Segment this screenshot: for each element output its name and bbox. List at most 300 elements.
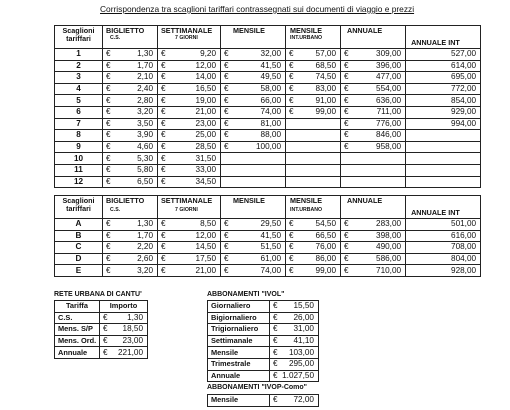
biglietto-cell: 1,70: [118, 230, 158, 242]
list-item: [55, 347, 148, 359]
tariff-value: 103,00: [282, 347, 319, 359]
page-title: Corrispondenza tra scaglioni tariffari contrassegnati sui documenti di viaggio e prezzi: [100, 4, 415, 14]
euro-sign: €: [103, 219, 118, 231]
biglietto-cell: 5,80: [118, 164, 158, 176]
euro-sign: €: [286, 253, 301, 265]
scaglioni-header: [55, 26, 103, 49]
scaglione-cell: 1: [55, 49, 103, 61]
fare-table-numeric: [54, 25, 481, 188]
euro-sign: €: [270, 395, 282, 407]
biglietto-cell: 2,80: [118, 95, 158, 107]
header-line: C.S.: [110, 207, 121, 213]
mensile-cell: 41,50: [236, 230, 286, 242]
biglietto-cell: 3,20: [118, 106, 158, 118]
mensile-cell: 74,00: [236, 265, 286, 277]
euro-sign: €: [103, 49, 118, 61]
mensile-cell: 74,00: [236, 106, 286, 118]
settimanale-cell: 14,50: [173, 242, 221, 254]
header-line: MENSILE: [290, 26, 322, 35]
annuale-cell: 710,00: [356, 265, 406, 277]
euro-sign: €: [103, 265, 118, 277]
annuale-int-cell: 994,00: [406, 118, 481, 130]
euro-sign: €: [286, 219, 301, 231]
tariff-value: 72,00: [282, 395, 319, 407]
tariff-value: 1,30: [112, 312, 148, 324]
euro-sign: €: [103, 176, 118, 188]
urbana-table: [54, 300, 148, 359]
tariff-label: Trimestrale: [208, 358, 270, 370]
euro-sign: €: [100, 347, 112, 359]
mensile-cell: [236, 176, 286, 188]
annuale-cell: [356, 153, 406, 165]
table-row: [55, 230, 481, 242]
mensile-urbano-cell: [301, 118, 341, 130]
biglietto-cell: 3,50: [118, 118, 158, 130]
euro-sign: €: [341, 95, 356, 107]
mensile-urbano-header: [286, 26, 341, 49]
mensile-header: MENSILE: [221, 196, 286, 219]
euro-sign: €: [158, 130, 173, 142]
euro-sign: €: [103, 95, 118, 107]
euro-sign: [221, 176, 236, 188]
list-item: [208, 347, 319, 359]
table-row: [55, 253, 481, 265]
list-item: [208, 324, 319, 336]
table-header-row: [55, 26, 481, 49]
mensile-urbano-cell: 76,00: [301, 242, 341, 254]
euro-sign: €: [221, 118, 236, 130]
mensile-cell: [236, 164, 286, 176]
tariff-value: 221,00: [112, 347, 148, 359]
tariff-label: Settimanale: [208, 335, 270, 347]
settimanale-cell: 17,50: [173, 253, 221, 265]
annuale-int-cell: 708,00: [406, 242, 481, 254]
euro-sign: €: [158, 106, 173, 118]
annuale-int-cell: 928,00: [406, 265, 481, 277]
scaglioni-header: [55, 196, 103, 219]
euro-sign: [341, 176, 356, 188]
table-row: [55, 118, 481, 130]
tariff-label: Giornaliero: [208, 301, 270, 313]
euro-sign: €: [158, 153, 173, 165]
scaglione-cell: 4: [55, 83, 103, 95]
settimanale-cell: 14,00: [173, 72, 221, 84]
euro-sign: €: [270, 312, 282, 324]
euro-sign: [341, 153, 356, 165]
annuale-int-cell: 527,00: [406, 49, 481, 61]
mensile-urbano-cell: [301, 141, 341, 153]
mensile-header: MENSILE: [221, 26, 286, 49]
ivol-table: [207, 300, 319, 382]
mensile-cell: 29,50: [236, 219, 286, 231]
fare-table-body: [55, 219, 481, 277]
tariff-label: Mens. S/P: [55, 324, 100, 336]
tariff-value: 31,00: [282, 324, 319, 336]
euro-sign: €: [341, 219, 356, 231]
biglietto-cell: 4,60: [118, 141, 158, 153]
list-item: [55, 324, 148, 336]
tariff-value: 295,00: [282, 358, 319, 370]
mensile-cell: 49,50: [236, 72, 286, 84]
euro-sign: [221, 164, 236, 176]
mensile-urbano-cell: [301, 176, 341, 188]
tariff-label: Mensile: [208, 395, 270, 407]
mensile-urbano-cell: 86,00: [301, 253, 341, 265]
scaglione-cell: 12: [55, 176, 103, 188]
mensile-urbano-cell: 54,50: [301, 219, 341, 231]
tariff-label: Mensile: [208, 347, 270, 359]
euro-sign: €: [221, 106, 236, 118]
settimanale-cell: 9,20: [173, 49, 221, 61]
euro-sign: €: [100, 324, 112, 336]
scaglione-cell: 3: [55, 72, 103, 84]
tariff-value: 15,50: [282, 301, 319, 313]
mensile-urbano-cell: [301, 130, 341, 142]
table-row: [55, 176, 481, 188]
mensile-cell: 32,00: [236, 49, 286, 61]
euro-sign: €: [286, 265, 301, 277]
euro-sign: €: [103, 130, 118, 142]
annuale-int-cell: [406, 141, 481, 153]
euro-sign: €: [286, 49, 301, 61]
euro-sign: €: [221, 219, 236, 231]
urbana-caption: RETE URBANA DI CANTU': [54, 291, 142, 298]
euro-sign: €: [270, 301, 282, 313]
settimanale-cell: 8,50: [173, 219, 221, 231]
annuale-cell: 490,00: [356, 242, 406, 254]
mensile-urbano-cell: [301, 164, 341, 176]
annuale-cell: 283,00: [356, 219, 406, 231]
annuale-cell: 958,00: [356, 141, 406, 153]
table-row: [55, 164, 481, 176]
mensile-cell: 51,50: [236, 242, 286, 254]
euro-sign: €: [341, 230, 356, 242]
settimanale-cell: 12,00: [173, 60, 221, 72]
settimanale-cell: 31,50: [173, 153, 221, 165]
euro-sign: €: [158, 253, 173, 265]
settimanale-cell: 19,00: [173, 95, 221, 107]
euro-sign: [221, 153, 236, 165]
table-row: [55, 106, 481, 118]
scaglione-cell: D: [55, 253, 103, 265]
euro-sign: €: [158, 176, 173, 188]
tariff-label: Trigiornaliero: [208, 324, 270, 336]
header-line: SETTIMANALE: [161, 196, 213, 205]
settimanale-header: [158, 196, 221, 219]
header-line: tariffari: [66, 34, 91, 43]
euro-sign: €: [103, 230, 118, 242]
euro-sign: €: [100, 312, 112, 324]
header-line: INT.URBANO: [290, 207, 323, 213]
euro-sign: €: [286, 242, 301, 254]
settimanale-cell: 23,00: [173, 118, 221, 130]
euro-sign: €: [286, 230, 301, 242]
euro-sign: €: [221, 141, 236, 153]
list-item: [208, 358, 319, 370]
annuale-cell: 846,00: [356, 130, 406, 142]
euro-sign: €: [221, 72, 236, 84]
biglietto-cell: 1,30: [118, 49, 158, 61]
annuale-int-cell: 695,00: [406, 72, 481, 84]
ivol-table-body: [208, 301, 319, 382]
euro-sign: [286, 130, 301, 142]
mensile-urbano-cell: [301, 153, 341, 165]
biglietto-cell: 6,50: [118, 176, 158, 188]
mensile-cell: 61,00: [236, 253, 286, 265]
annuale-int-cell: [406, 130, 481, 142]
euro-sign: [286, 164, 301, 176]
mensile-cell: 88,00: [236, 130, 286, 142]
annuale-int-cell: [406, 153, 481, 165]
annuale-cell: [356, 164, 406, 176]
table-row: [55, 141, 481, 153]
annuale-cell: 477,00: [356, 72, 406, 84]
annuale-int-cell: [406, 164, 481, 176]
euro-sign: €: [341, 130, 356, 142]
mensile-urbano-cell: 68,50: [301, 60, 341, 72]
table-row: [55, 219, 481, 231]
euro-sign: [286, 118, 301, 130]
euro-sign: [286, 141, 301, 153]
tariff-label: Mens. Ord.: [55, 335, 100, 347]
scaglione-cell: 6: [55, 106, 103, 118]
euro-sign: €: [103, 60, 118, 72]
euro-sign: €: [270, 324, 282, 336]
mensile-urbano-cell: 66,50: [301, 230, 341, 242]
table-header-row: [55, 196, 481, 219]
scaglione-cell: 8: [55, 130, 103, 142]
euro-sign: €: [221, 49, 236, 61]
biglietto-cell: 2,40: [118, 83, 158, 95]
euro-sign: €: [341, 49, 356, 61]
euro-sign: €: [286, 60, 301, 72]
euro-sign: €: [221, 265, 236, 277]
annuale-int-cell: 616,00: [406, 230, 481, 242]
euro-sign: €: [158, 265, 173, 277]
settimanale-cell: 25,00: [173, 130, 221, 142]
scaglione-cell: 11: [55, 164, 103, 176]
annuale-cell: 309,00: [356, 49, 406, 61]
annuale-int-cell: 772,00: [406, 83, 481, 95]
mensile-urbano-header: [286, 196, 341, 219]
euro-sign: €: [103, 141, 118, 153]
mensile-cell: 66,00: [236, 95, 286, 107]
euro-sign: €: [221, 242, 236, 254]
euro-sign: €: [158, 72, 173, 84]
settimanale-cell: 28,50: [173, 141, 221, 153]
euro-sign: €: [100, 335, 112, 347]
fare-table-body: [55, 49, 481, 188]
header-line: C.S.: [110, 35, 121, 41]
euro-sign: €: [270, 358, 282, 370]
table-row: [55, 60, 481, 72]
tariff-value: 23,00: [112, 335, 148, 347]
euro-sign: [341, 164, 356, 176]
annuale-cell: 776,00: [356, 118, 406, 130]
euro-sign: €: [221, 130, 236, 142]
annuale-cell: 711,00: [356, 106, 406, 118]
list-item: [208, 312, 319, 324]
mensile-cell: 41,50: [236, 60, 286, 72]
euro-sign: €: [286, 83, 301, 95]
header-line: BIGLIETTO: [106, 26, 145, 35]
euro-sign: €: [103, 153, 118, 165]
euro-sign: €: [103, 164, 118, 176]
euro-sign: €: [103, 72, 118, 84]
table-row: [55, 49, 481, 61]
header-line: 7 GIORNI: [175, 207, 198, 213]
scaglione-cell: E: [55, 265, 103, 277]
mensile-cell: 58,00: [236, 83, 286, 95]
tariff-label: C.S.: [55, 312, 100, 324]
euro-sign: €: [158, 242, 173, 254]
euro-sign: €: [286, 106, 301, 118]
table-row: [55, 242, 481, 254]
ivol-caption: ABBONAMENTI "IVOL": [207, 291, 285, 298]
header-line: 7 GIORNI: [175, 35, 198, 41]
annuale-cell: 636,00: [356, 95, 406, 107]
euro-sign: €: [341, 83, 356, 95]
euro-sign: €: [286, 95, 301, 107]
annuale-int-cell: 501,00: [406, 219, 481, 231]
euro-sign: €: [341, 265, 356, 277]
mensile-urbano-cell: 99,00: [301, 265, 341, 277]
euro-sign: €: [158, 164, 173, 176]
euro-sign: €: [158, 49, 173, 61]
mensile-urbano-cell: 91,00: [301, 95, 341, 107]
biglietto-cell: 1,30: [118, 219, 158, 231]
euro-sign: €: [341, 118, 356, 130]
mensile-urbano-cell: 83,00: [301, 83, 341, 95]
scaglione-cell: C: [55, 242, 103, 254]
biglietto-cell: 5,30: [118, 153, 158, 165]
euro-sign: €: [221, 83, 236, 95]
annuale-int-header: ANNUALE INT: [406, 196, 481, 219]
euro-sign: €: [221, 230, 236, 242]
list-item: [208, 395, 319, 407]
euro-sign: €: [341, 106, 356, 118]
table-row: [55, 72, 481, 84]
list-item: [55, 312, 148, 324]
euro-sign: €: [341, 141, 356, 153]
settimanale-cell: 16,50: [173, 83, 221, 95]
urbana-header-row: [55, 301, 148, 313]
euro-sign: €: [158, 141, 173, 153]
table-row: [55, 130, 481, 142]
euro-sign: €: [103, 118, 118, 130]
list-item: [208, 370, 319, 382]
list-item: [208, 301, 319, 313]
ivop-table-body: [208, 395, 319, 407]
annuale-header: ANNUALE: [341, 196, 406, 219]
scaglione-cell: B: [55, 230, 103, 242]
header-line: Scaglioni: [62, 196, 95, 205]
euro-sign: €: [270, 335, 282, 347]
tariff-value: 41,10: [282, 335, 319, 347]
tariff-label: Bigiornaliero: [208, 312, 270, 324]
euro-sign: [286, 176, 301, 188]
annuale-cell: 396,00: [356, 60, 406, 72]
euro-sign: €: [270, 347, 282, 359]
annuale-int-cell: 804,00: [406, 253, 481, 265]
annuale-int-cell: 614,00: [406, 60, 481, 72]
annuale-int-cell: 929,00: [406, 106, 481, 118]
mensile-urbano-cell: 99,00: [301, 106, 341, 118]
tariff-value: 26,00: [282, 312, 319, 324]
importo-header: Importo: [100, 301, 148, 313]
annuale-header: ANNUALE: [341, 26, 406, 49]
euro-sign: €: [158, 60, 173, 72]
scaglione-cell: 2: [55, 60, 103, 72]
tariff-label: Annuale: [55, 347, 100, 359]
header-line: MENSILE: [290, 196, 322, 205]
annuale-cell: [356, 176, 406, 188]
biglietto-cell: 3,20: [118, 265, 158, 277]
ivop-table: [207, 394, 319, 407]
ivop-caption: ABBONAMENTI "IVOP-Como": [207, 384, 307, 391]
mensile-urbano-cell: 74,50: [301, 72, 341, 84]
annuale-cell: 554,00: [356, 83, 406, 95]
annuale-int-cell: 854,00: [406, 95, 481, 107]
euro-sign: €: [270, 370, 282, 382]
scaglione-cell: 10: [55, 153, 103, 165]
euro-sign: €: [341, 242, 356, 254]
euro-sign: €: [158, 230, 173, 242]
urbana-table-body: [55, 312, 148, 358]
table-row: [55, 153, 481, 165]
euro-sign: €: [103, 242, 118, 254]
biglietto-cell: 2,10: [118, 72, 158, 84]
header-line: Scaglioni: [62, 26, 95, 35]
euro-sign: €: [103, 253, 118, 265]
euro-sign: €: [221, 60, 236, 72]
biglietto-header: [103, 26, 158, 49]
euro-sign: €: [341, 60, 356, 72]
tariff-value: 18,50: [112, 324, 148, 336]
annuale-cell: 398,00: [356, 230, 406, 242]
settimanale-cell: 34,50: [173, 176, 221, 188]
scaglione-cell: 5: [55, 95, 103, 107]
biglietto-cell: 2,60: [118, 253, 158, 265]
annuale-int-cell: [406, 176, 481, 188]
table-row: [55, 265, 481, 277]
euro-sign: [286, 153, 301, 165]
scaglione-cell: 9: [55, 141, 103, 153]
scaglione-cell: A: [55, 219, 103, 231]
settimanale-cell: 12,00: [173, 230, 221, 242]
mensile-cell: [236, 153, 286, 165]
euro-sign: €: [221, 95, 236, 107]
euro-sign: €: [341, 253, 356, 265]
euro-sign: €: [158, 118, 173, 130]
euro-sign: €: [158, 83, 173, 95]
settimanale-cell: 21,00: [173, 265, 221, 277]
annuale-int-header: ANNUALE INT: [406, 26, 481, 49]
settimanale-cell: 21,00: [173, 106, 221, 118]
euro-sign: €: [341, 72, 356, 84]
header-line: SETTIMANALE: [161, 26, 213, 35]
mensile-cell: 100,00: [236, 141, 286, 153]
annuale-cell: 586,00: [356, 253, 406, 265]
euro-sign: €: [158, 219, 173, 231]
header-line: tariffari: [66, 204, 91, 213]
header-line: INT.URBANO: [290, 35, 323, 41]
table-row: [55, 95, 481, 107]
euro-sign: €: [103, 83, 118, 95]
biglietto-cell: 2,20: [118, 242, 158, 254]
tariff-value: 1.027,50: [282, 370, 319, 382]
biglietto-header: [103, 196, 158, 219]
